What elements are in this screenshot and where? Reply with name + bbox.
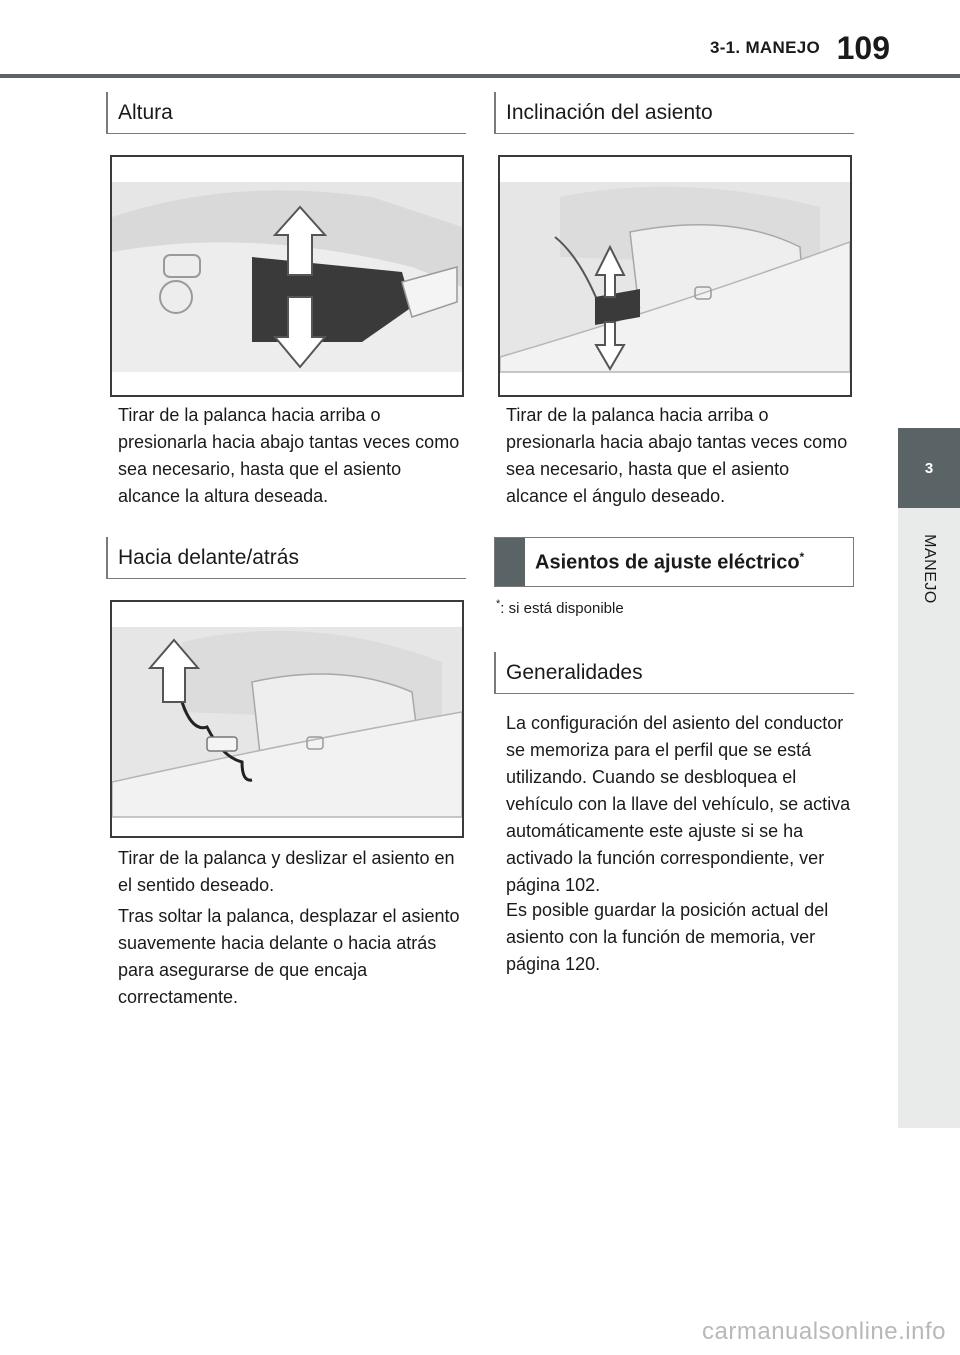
text-hacia-2: Tras soltar la palanca, desplazar el asiento suavemente hacia delante o hacia atrás para asegurarse de que encaja correctamente. [118,906,460,1007]
heading-asientos-electricos-text [525,550,804,575]
chapter-tab: 3 [898,428,960,508]
text-generalidades-2: Es posible guardar la posición actual del asiento con la función de memoria, ver página 120. [506,900,829,974]
footnote-text: : si está disponible [500,600,624,617]
chapter-name: MANEJO [921,534,938,604]
heading-generalidades: Generalidades [494,652,854,694]
heading-inclinacion: Inclinación del asiento [494,92,854,134]
heading-asientos-electricos-label: Asientos de ajuste eléctrico [535,551,800,574]
heading-asientos-electricos [494,537,854,587]
footnote-marker: * [799,549,805,564]
footnote-asterisk: * [496,598,501,610]
text-inclinacion: Tirar de la palanca hacia arriba o presionarla hacia abajo tantas veces como sea necesario, hasta que el asiento alcance el ángulo deseado. [506,405,848,506]
seat-tilt-illustration [500,157,850,395]
text-generalidades-1: La configuración del asiento del conductor se memoriza para el perfil que se está utilizando. Cuando se desbloquea el vehículo con la llave del vehículo, se activa automáticamente este ajuste si se ha activado la función correspondiente, ver página 102. [506,713,851,895]
figure-seat-height [110,155,464,397]
footnote [496,598,624,617]
figure-seat-forward-back [110,600,464,838]
page-number: 109 [836,30,890,66]
text-altura: Tirar de la palanca hacia arriba o presionarla hacia abajo tantas veces como sea necesario, hasta que el asiento alcance la altura deseada. [118,405,460,506]
header-rule [0,74,960,78]
figure-seat-tilt [498,155,852,397]
watermark: carmanualsonline.info [702,1318,946,1345]
seat-height-illustration [112,157,462,395]
heading-altura: Altura [106,92,466,134]
seat-forward-back-illustration [112,602,462,836]
heading-hacia-delante-atras: Hacia delante/atrás [106,537,466,579]
section-label: 3-1. MANEJO [709,38,820,57]
text-hacia-1: Tirar de la palanca y deslizar el asiento en el sentido deseado. [118,848,455,895]
heading-accent-bar [495,538,525,586]
